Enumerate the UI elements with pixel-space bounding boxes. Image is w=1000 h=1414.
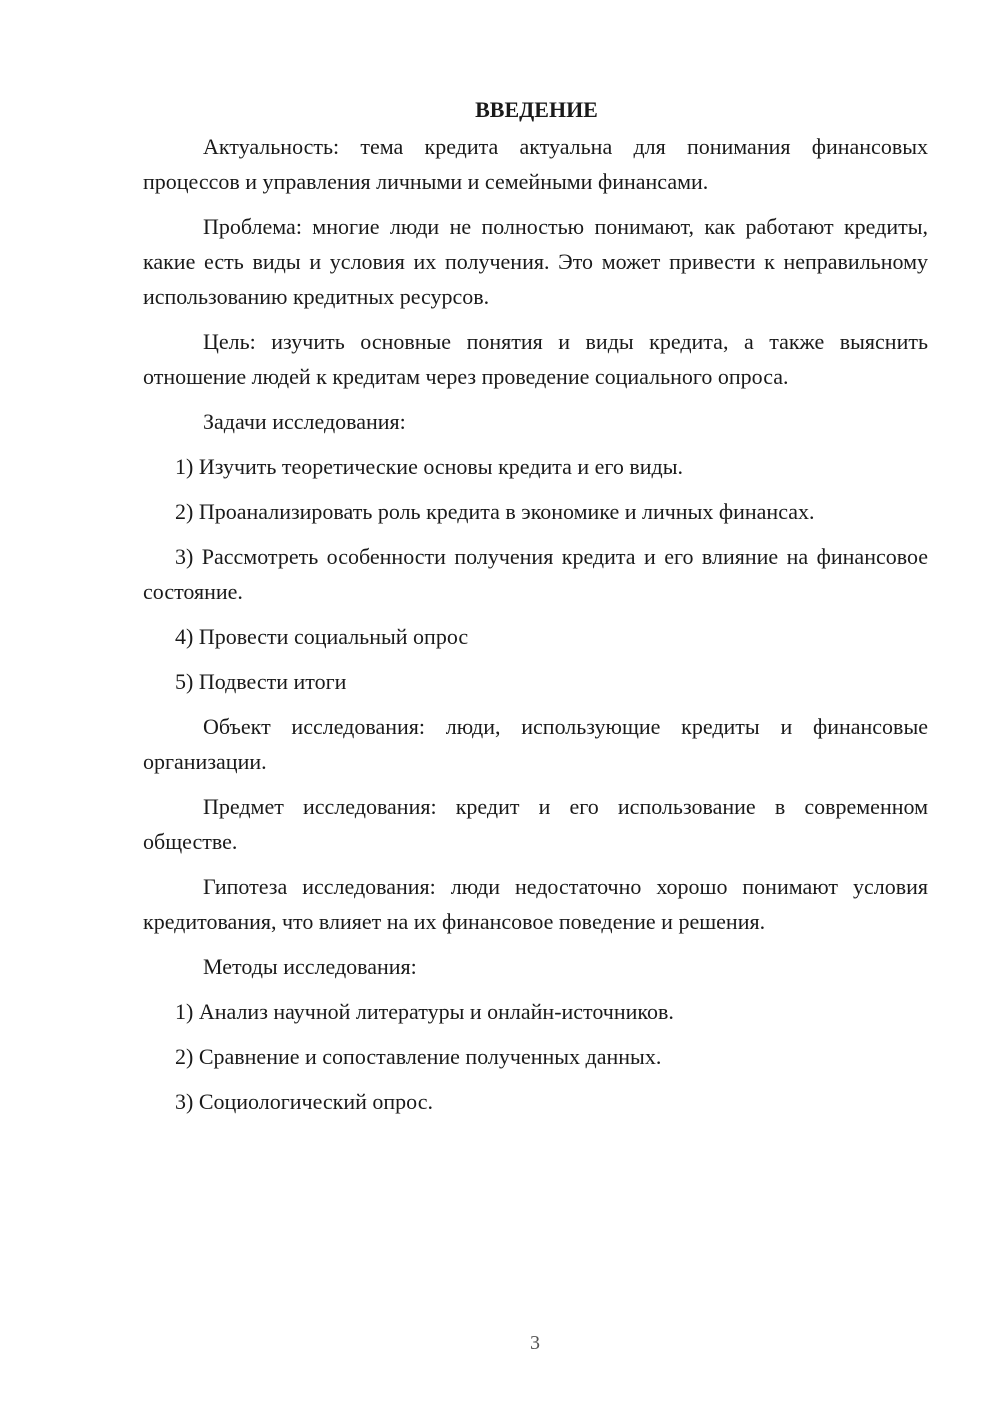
method-item-1: 1) Анализ научной литературы и онлайн-источников.: [175, 999, 674, 1024]
task-item-5: 5) Подвести итоги: [175, 669, 347, 694]
goal-paragraph: Цель: изучить основные понятия и виды кредита, а также выяснить отношение людей к кредитам через проведение социального опроса.: [143, 329, 928, 389]
task-item-2: 2) Проанализировать роль кредита в экономике и личных финансах.: [175, 499, 815, 524]
object-paragraph: Объект исследования: люди, использующие кредиты и финансовые организации.: [143, 714, 928, 774]
section-heading: ВВЕДЕНИЕ: [475, 97, 598, 122]
method-item-3: 3) Социологический опрос.: [175, 1089, 433, 1114]
page-number: 3: [530, 1332, 540, 1354]
problem-paragraph: Проблема: многие люди не полностью понимают, как работают кредиты, какие есть виды и условия их получения. Это может привести к неправильному использованию кредитных ресурсов.: [143, 214, 928, 309]
task-item-1: 1) Изучить теоретические основы кредита и его виды.: [175, 454, 684, 479]
hypothesis-paragraph: Гипотеза исследования: люди недостаточно хорошо понимают условия кредитования, что влияет на их финансовое поведение и решения.: [143, 874, 928, 934]
task-item-4: 4) Провести социальный опрос: [175, 624, 469, 649]
relevance-paragraph: Актуальность: тема кредита актуальна для понимания финансовых процессов и управления личными и семейными финансами.: [143, 134, 928, 194]
methods-title: Методы исследования:: [203, 954, 417, 979]
method-item-2: 2) Сравнение и сопоставление полученных данных.: [175, 1044, 662, 1069]
document-page: [143, 92, 928, 1129]
tasks-title: Задачи исследования:: [203, 409, 406, 434]
subject-paragraph: Предмет исследования: кредит и его использование в современном обществе.: [143, 794, 928, 854]
task-item-3: 3) Рассмотреть особенности получения кредита и его влияние на финансовое состояние.: [143, 544, 928, 604]
